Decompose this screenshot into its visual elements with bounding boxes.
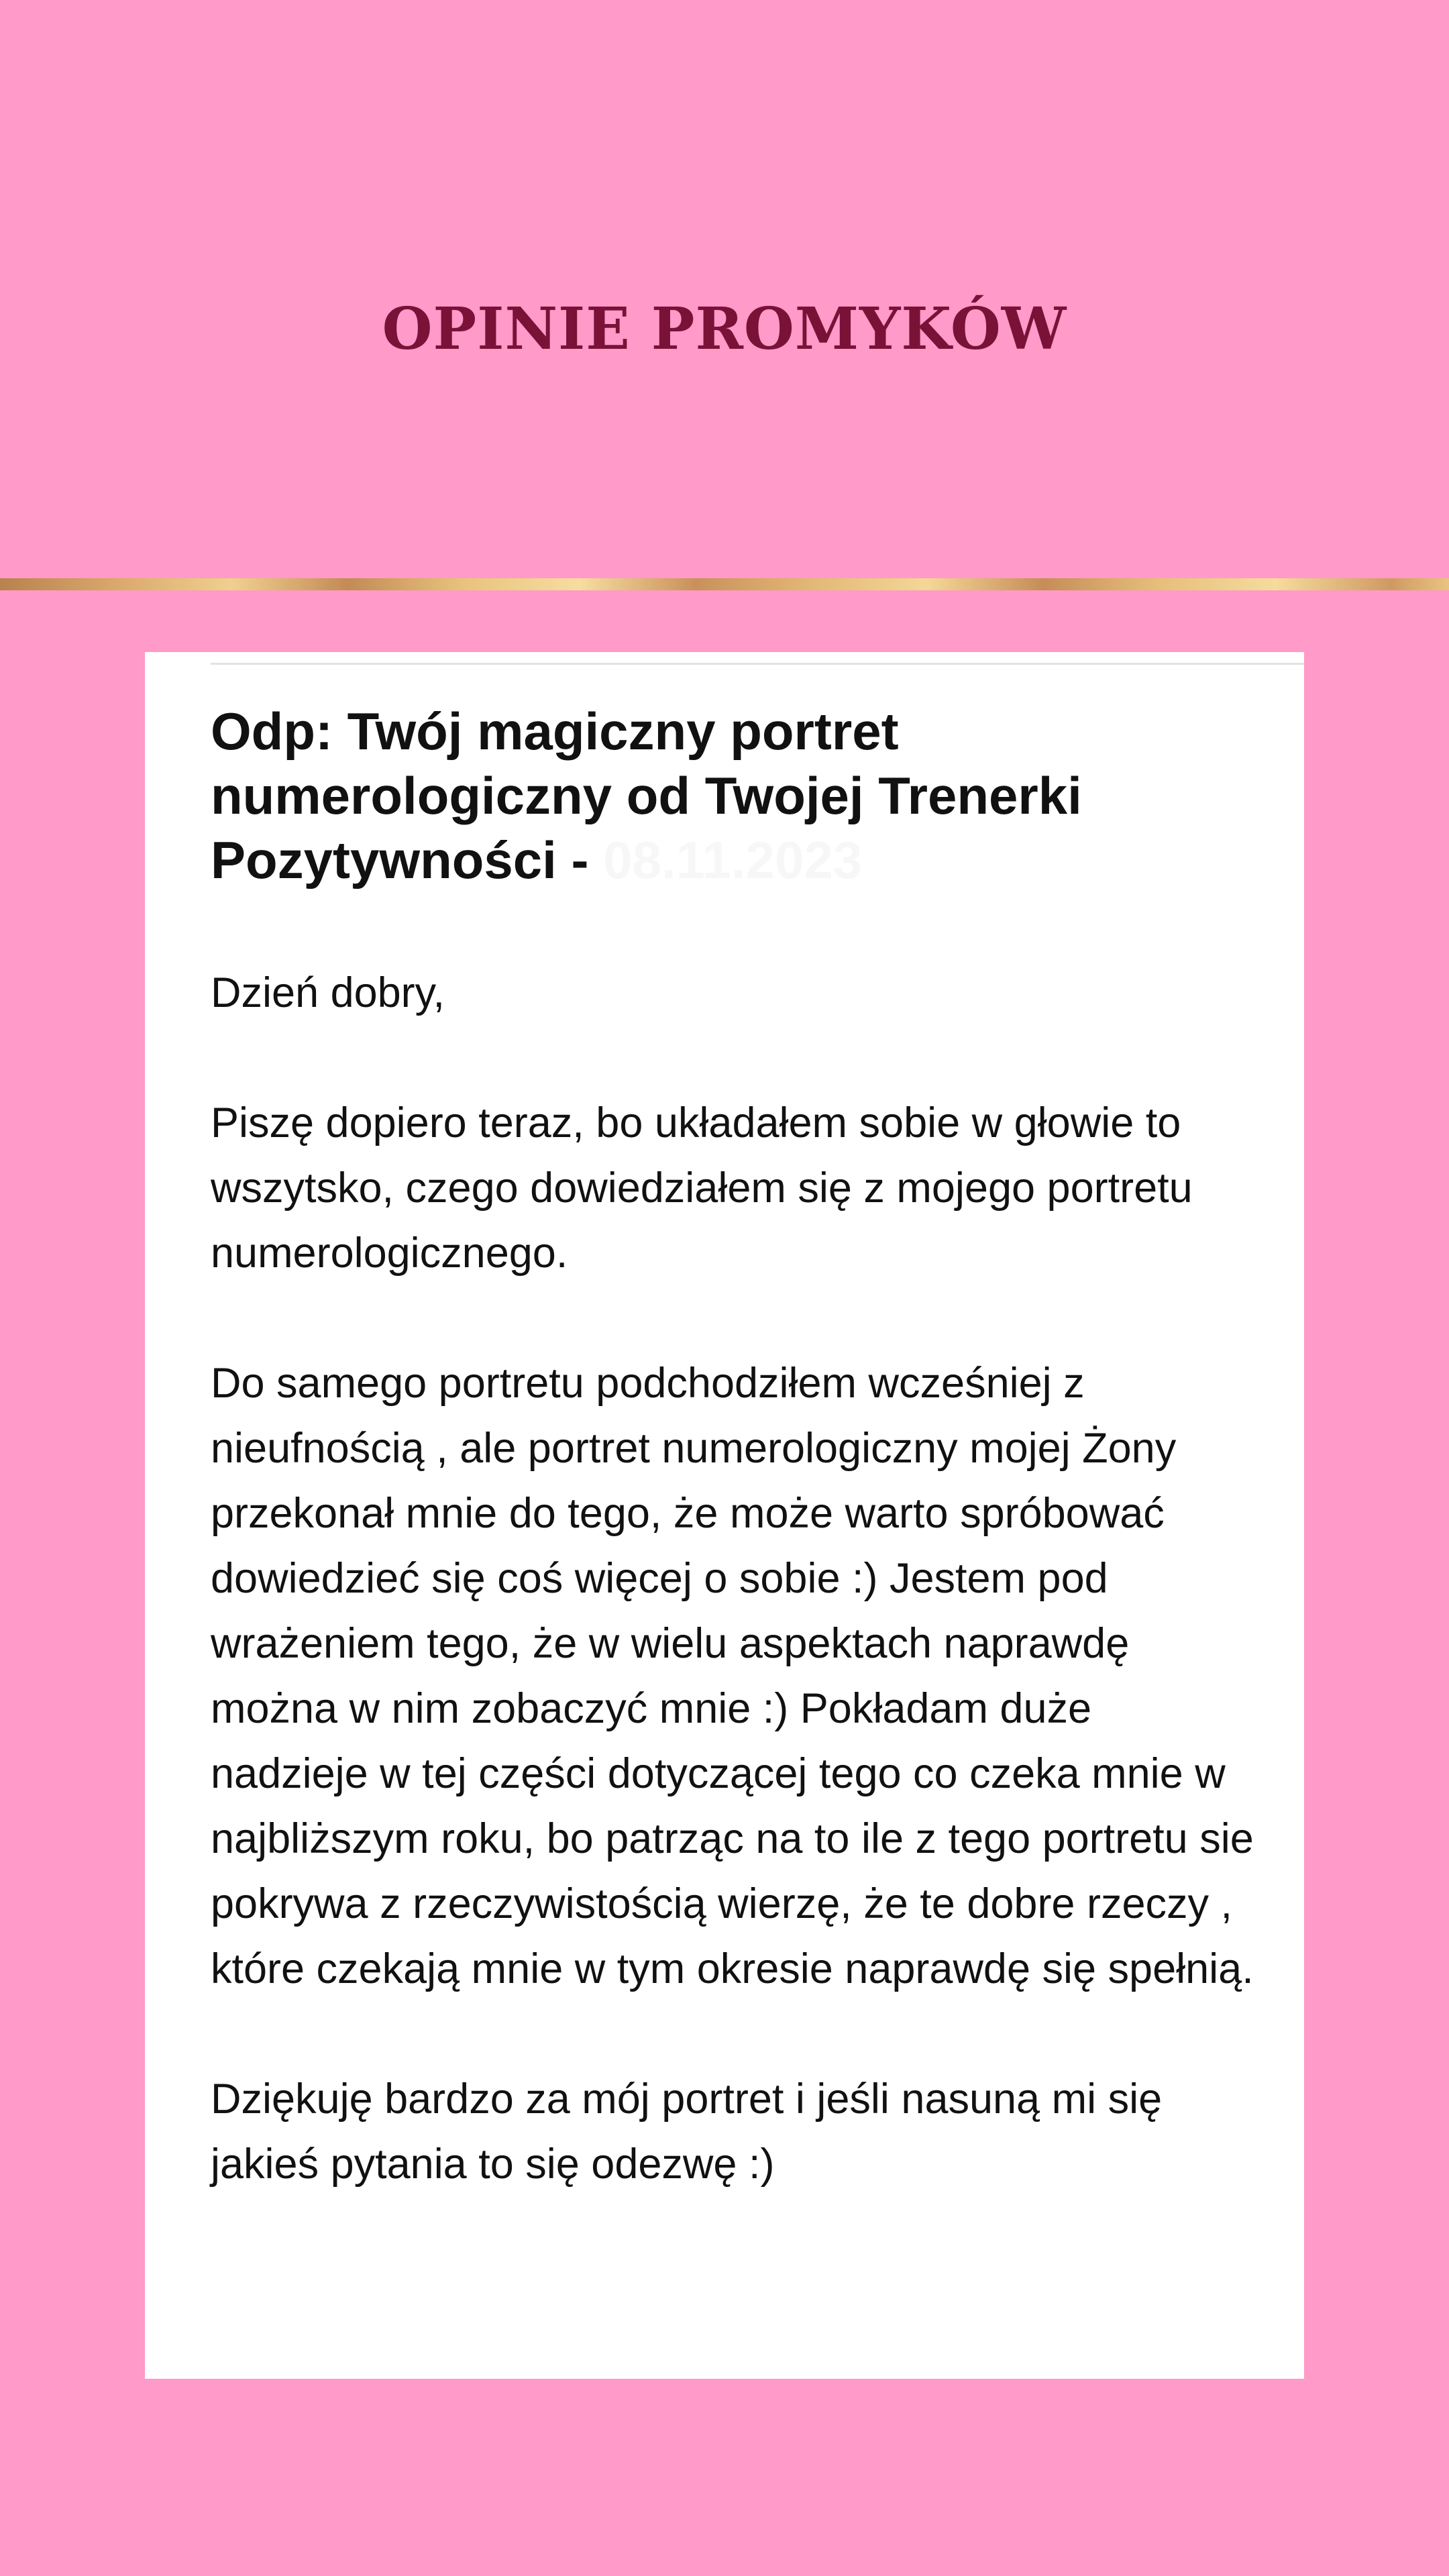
card-divider xyxy=(211,663,1304,665)
message-card xyxy=(145,652,1304,2379)
page-title: OPINIE PROMYKÓW xyxy=(382,295,1067,363)
message-paragraph: Piszę dopiero teraz, bo układałem sobie w głowie to wszytsko, czego dowiedziałem się z mojego portretu numerologicznego. xyxy=(211,1099,1193,1277)
message-subject xyxy=(211,699,1257,892)
message-greeting: Dzień dobry, xyxy=(211,969,445,1016)
message-paragraph: Dziękuję bardzo za mój portret i jeśli nasuną mi się jakieś pytania to się odezwę :) xyxy=(211,2076,1163,2188)
message-subject-date: 08.11.2023 xyxy=(603,830,863,890)
message-subject-text: Odp: Twój magiczny portret numerologiczny od Twojej Trenerki Pozytywności - xyxy=(211,702,1082,890)
message-body xyxy=(211,961,1257,2197)
gold-divider xyxy=(0,578,1449,590)
message-paragraph: Do samego portretu podchodziłem wcześniej z nieufnością , ale portret numerologiczny mojej Żony przekonał mnie do tego, że może warto spróbować dowiedzieć się coś więcej o sobie :) Jestem pod wrażeniem tego, że w wielu aspektach naprawdę można w nim zobaczyć mnie :) Pokładam duże nadzieje w tej części dotyczącej tego co czeka mnie w najbliższym roku, bo patrząc na to ile z tego portretu sie pokrywa z rzeczywistością wierzę, że te dobre rzeczy , które czekają mnie w tym okresie naprawdę się spełnią. xyxy=(211,1360,1254,1992)
message-content xyxy=(211,699,1257,2197)
